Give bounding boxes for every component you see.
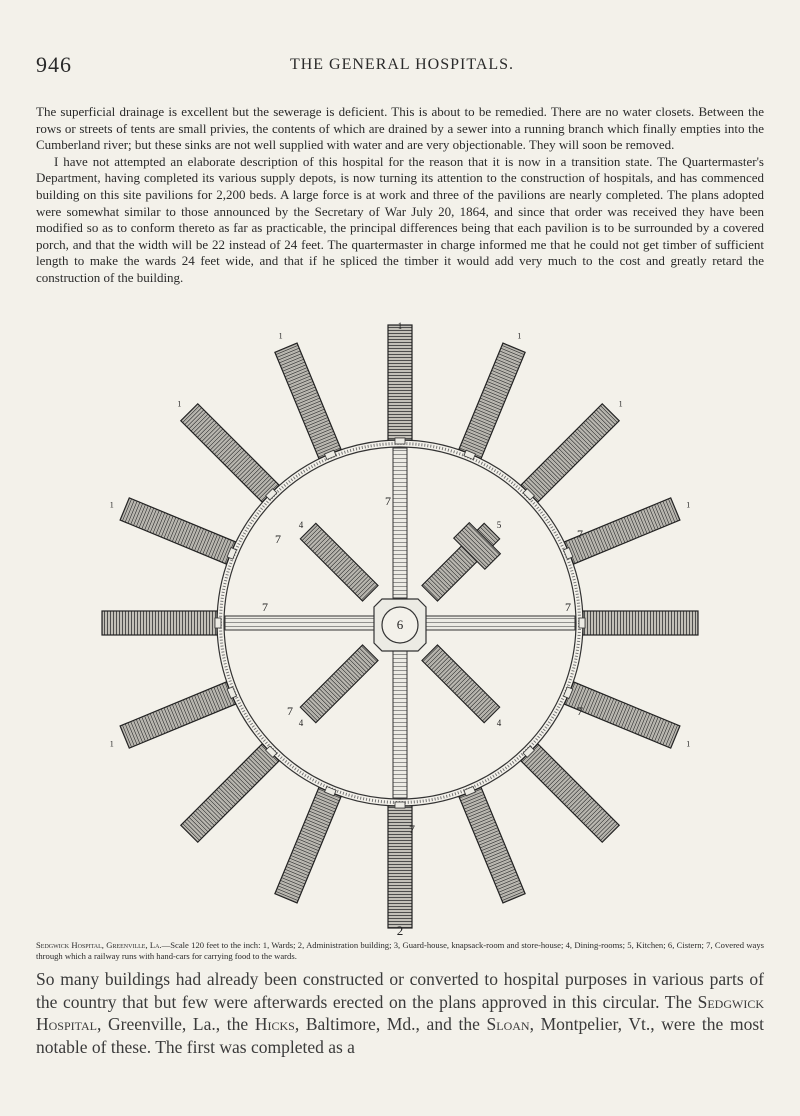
lower-text-d: , Montpelier, Vt., were the most notable of these. The first was completed as a xyxy=(36,1014,764,1057)
hospital-plan-figure xyxy=(60,318,740,938)
inner-wing-building xyxy=(300,523,378,601)
covered-way-label: 7 xyxy=(577,527,583,541)
ward-pavilion xyxy=(181,741,282,842)
ward-pavilion xyxy=(518,741,619,842)
inner-wing xyxy=(300,523,378,601)
running-title: THE GENERAL HOSPITALS. xyxy=(289,56,515,73)
ward-building xyxy=(275,787,341,902)
covered-way-label: 7 xyxy=(275,532,281,546)
corridor-west xyxy=(225,616,375,630)
inner-wing xyxy=(414,516,507,609)
corridor-north xyxy=(393,448,407,598)
caption-title: Sedgwick Hospital, Greenville, La. xyxy=(36,940,162,950)
ward-pavilion xyxy=(518,404,619,505)
paragraph: I have not attempted an elaborate description of this hospital for the reason that it is now in a transition state. The Quartermaster's Department, having completed its various supply depots, is now turning its attention to the construction of hospitals, and has commenced building on this site pavilions for 2,200 beds. A large force is at work and three of the pavilions are nearly completed. The plans adopted were somewhat similar to those announced by the Secretary of War July 20, 1864, and since that order was received they have been modified so as to conform thereto as far as practicable, the principal differences being that each pavilion is to be surrounded by a covered porch, and that the width will be 22 instead of 24 feet. The quartermaster in charge informed me that he could not get timber of sufficient length to make the wards 24 feet wide, and that if he spliced the timber it would add very much to the cost and greatly retard the construction of the building. xyxy=(36,153,764,285)
inner-wing-building xyxy=(300,645,378,723)
inner-wing-label: 4 xyxy=(298,520,304,531)
ward-pavilion xyxy=(120,498,239,566)
ward-building xyxy=(459,787,525,902)
ward-connector xyxy=(395,438,405,444)
ward-label: 1 xyxy=(618,399,623,409)
ward-label: 1 xyxy=(686,739,691,749)
inner-wing-building xyxy=(422,645,500,723)
ward-label: 1 xyxy=(278,331,283,341)
covered-way-label: 7 xyxy=(409,822,415,836)
ward-building xyxy=(120,498,235,564)
hospital-plan-drawing xyxy=(60,318,740,938)
figure-caption xyxy=(36,940,764,962)
sedgwick-name: Sedgwick Hospital xyxy=(36,991,764,1034)
ward-building xyxy=(275,343,341,458)
caption-text: —Scale 120 feet to the inch: 1, Wards; 2, Administration building; 3, Guard-house, knapsack-room and store-house; 4, Dining-rooms; 5, Kitchen; 6, Cistern; 7, Covered ways through which a railway runs with hand-cars for carrying food to the wards. xyxy=(36,940,765,961)
ward-connector xyxy=(215,618,221,628)
covered-way-label: 7 xyxy=(385,494,391,508)
ward-connector xyxy=(395,802,405,808)
ward-connector xyxy=(579,618,585,628)
covered-way-label: 7 xyxy=(262,600,268,614)
paragraph: The superficial drainage is excellent but the sewerage is deficient. This is about to be remedied. There are no water closets. Between the rows or streets of tents are small privies, the contents of which are drained by a sewer into a running branch which finally empties into the Cumberland river; but these sinks are not well supplied with water and are very objectionable. They will soon be removed. xyxy=(36,104,764,153)
corridor-south xyxy=(393,648,407,798)
ward-building xyxy=(102,611,217,635)
covered-way-label: 7 xyxy=(577,704,583,718)
page-header xyxy=(36,52,768,82)
ward-pavilion xyxy=(275,343,343,462)
ward-pavilion xyxy=(388,802,412,928)
cistern-label: 6 xyxy=(396,617,404,632)
inner-wing xyxy=(422,645,500,723)
covered-way-label: 7 xyxy=(565,600,571,614)
ward-label: 1 xyxy=(109,500,114,510)
ward-pavilion xyxy=(457,343,525,462)
ward-pavilion xyxy=(120,680,239,748)
body-text xyxy=(36,104,764,287)
ward-label: 1 xyxy=(177,399,182,409)
ward-label: 1 xyxy=(109,739,114,749)
ward-pavilion xyxy=(388,325,412,444)
inner-wing xyxy=(300,645,378,723)
lower-text-a: So many buildings had already been constructed or converted to hospital purposes in various parts of the country that but few were afterwards erected on the plans approved in this circular. The xyxy=(36,969,764,1012)
corridor-east xyxy=(425,616,575,630)
lower-text-c: , Baltimore, Md., and the xyxy=(294,1014,487,1034)
ward-pavilion xyxy=(579,611,698,635)
sloan-name: Sloan xyxy=(486,1014,530,1034)
covered-way-label: 7 xyxy=(287,704,293,718)
ward-pavilion xyxy=(181,404,282,505)
ward-building xyxy=(181,744,279,842)
ward-pavilion xyxy=(102,611,221,635)
ward-building xyxy=(181,404,279,502)
page-number: 946 xyxy=(36,52,72,77)
ward-building xyxy=(583,611,698,635)
lower-text-b: , Greenville, La., the xyxy=(97,1014,255,1034)
inner-wing-label: 4 xyxy=(298,717,304,728)
ward-building xyxy=(521,744,619,842)
hicks-name: Hicks xyxy=(254,1014,295,1034)
ward-top-label: 1 xyxy=(397,321,403,331)
ward-label: 1 xyxy=(686,500,691,510)
ward-label: 1 xyxy=(517,331,522,341)
ward-building xyxy=(521,404,619,502)
admin-label: 2 xyxy=(396,923,404,938)
ward-building xyxy=(459,343,525,458)
inner-wing-label: 4 xyxy=(496,717,502,728)
ward-building xyxy=(388,325,412,440)
lower-paragraph xyxy=(36,968,764,1058)
inner-wing-label: 5 xyxy=(496,520,502,531)
ward-pavilion xyxy=(457,784,525,903)
ward-building xyxy=(120,682,235,748)
ward-pavilion xyxy=(275,784,343,903)
